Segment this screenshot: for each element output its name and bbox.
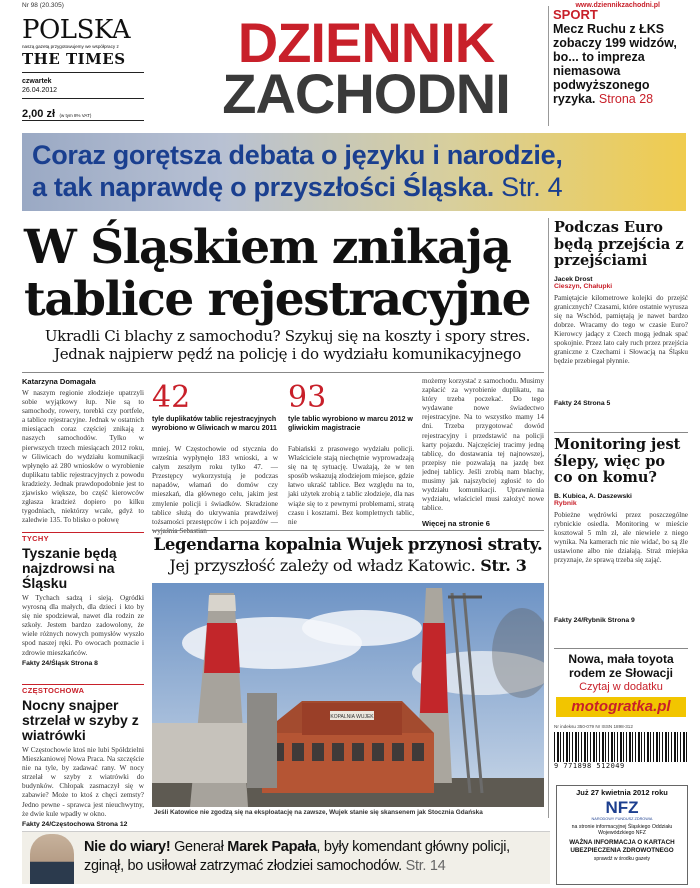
brief-text: W Częstochowie ktoś nie lubi Spółdzielni Mieszkaniowej Nowa Praca. Na szczęście nie na tyle, by zadawać rany. W nocy strzelał w szyby z wiatrówki do budynków. Chłopak zasmaczył się w zabawie? Może to ktoś z chęci zemsty? Jedno pewne - sprawca jest nieuchwytny, że dwie kule wpadły w okno. <box>22 746 144 818</box>
monitoring-text: Pobieżne wędrówki przez poszczególne rybnickie osiedla. Monitoring w mieście kosztował 5 mln zł, ale niewiele z niego wynika. Na kamerach nic nie widać, bo są źle ustawione albo nie działają. Straż miejska przyznaje, że sprawą trzeba się zająć. <box>554 510 688 564</box>
euro-text: Pamiętajcie kilometrowe kolejki do przejść granicznych? Czasami, które ostatnie wyrusza się na Wschód, pamiętają je nawet bardzo dobrze. Wracamy do tego w czasie Euro? Kierowcy jadący z Czech mogą jednak spać spokojnie. Przez lato cały ruch przez przejścia graniczne z Czechami i Słowacją na Śląsku będzie przebiegał płynnie. <box>554 293 688 366</box>
masthead-title-line2: ZACHODNI <box>222 62 510 125</box>
papala-lead: Nie do wiary! <box>84 839 171 855</box>
website-link[interactable]: www.dziennikzachodni.pl <box>575 2 660 9</box>
partner-name-times: THE TIMES <box>22 50 126 68</box>
brief-title: Tyszanie będą najzdrowsi na Śląsku <box>22 545 117 591</box>
nfz-logo-sub: NARODOWY FUNDUSZ ZDROWIA <box>591 817 653 821</box>
nfz-text2: WAŻNA INFORMACJA O KARTACH UBEZPIECZENIA ZDROWOTNEGO <box>569 839 675 854</box>
price: 2,00 zł <box>22 108 56 120</box>
monitoring-place: Rybnik <box>554 499 577 507</box>
brief-city: CZĘSTOCHOWA <box>22 684 144 695</box>
mine-photo-illustration <box>152 583 544 807</box>
wujek-ref: Str. 3 <box>480 556 527 575</box>
wujek-subhead: Jej przyszłość zależy od władz Katowic. <box>169 556 476 575</box>
barcode-number: 9 771898 512049 <box>554 762 625 770</box>
brief-ref: Fakty 24/Częstochowa Strona 12 <box>22 820 128 828</box>
wujek-headline-block[interactable] <box>152 535 544 576</box>
brief-czestochowa[interactable] <box>22 684 144 828</box>
brief-tychy[interactable] <box>22 532 144 667</box>
euro-ref: Fakty 24 Strona 5 <box>554 399 611 407</box>
lead-continue[interactable]: Więcej na stronie 6 <box>422 519 490 528</box>
lead-headline-line1: W Śląskiem znikają <box>24 220 511 275</box>
stat-93 <box>288 380 416 433</box>
sport-teaser[interactable] <box>553 8 693 106</box>
brief-title: Nocny snajper strzelał w szyby z wiatrówki <box>22 697 139 743</box>
toyota-teaser[interactable] <box>554 652 688 693</box>
partner-name-polska: POLSKA <box>22 15 131 45</box>
price-note: (w tym 8% VAT) <box>59 113 92 118</box>
brief-text: W Tychach sadzą i sieją. Ogródki wyrosną dla małych, dla dzieci i kto by się nie spodziewał, nawet dla rodzin ze szkoły. Jestem bardzo zadowolony, że wiele różnych nowych pomysłów wyszło spod naszej ręki. Po owocach poznacie i zdrowie mieszkańców. <box>22 594 144 657</box>
banner-ref: Str. 4 <box>501 172 563 202</box>
nfz-logo: NFZ <box>605 798 639 817</box>
papala-strip[interactable] <box>22 831 550 884</box>
lead-headline-line2: tablice rejestracyjne <box>24 272 531 327</box>
lead-headline[interactable] <box>24 222 544 326</box>
barcode-block <box>554 724 688 770</box>
sport-ref: Strona 28 <box>598 92 654 106</box>
nfz-ad[interactable] <box>556 785 688 885</box>
papala-ref: Str. 14 <box>405 858 446 874</box>
banner-line1: Coraz gorętsza debata o języku i narodzie, <box>32 140 563 170</box>
lead-author: Katarzyna Domagała <box>22 377 96 386</box>
sport-label: SPORT <box>553 7 598 22</box>
wujek-caption: Jeśli Katowice nie zgodzą się na eksploatację na zawsze, Wujek stanie się skansenem jak Stocznia Gdańska <box>154 809 483 816</box>
barcode-issn: Nr indeksu 350-079 Nr ISSN 1898-312 <box>554 724 633 729</box>
euro-title: Podczas Euro będą przejścia z przejściami <box>554 219 684 269</box>
lead-col1-text: W naszym regionie złodzieje upatrzyli sobie wyjątkowy łup. Nie są to samochody, rowery, torebki czy portfele, a tablice rejestracyjne. Jednak w ostatnich miesiącach coraz częściej znikają z naszych samochodów. Tylko w pierwszych trzech miesiącach 2012 roku, w Gliwicach do wydziału komunikacji wpłynęło aż 280 wniosków o wyrobienie duplikatu tablic rejestracyjnych z powodu kradzieży. Jednak prawdopodobnie jest to zjawisko większe, bo część kierowców zgłasza kradzież dopiero po kilku tygodniach, niektórzy wcale, gdyż to zaledwie 135. To blisko o połowę <box>22 389 144 525</box>
banner-line2: a tak naprawdę o przyszłości Śląska. <box>32 172 494 202</box>
stat1-text: tyle duplikatów tablic rejestracyjnych wyrobiono w Gliwicach w marcu 2011 <box>152 416 277 432</box>
euro-place: Cieszyn, Chałupki <box>554 282 613 290</box>
lead-deck-line2: Jednak najpierw pędź na policję i do wydziału komunikacyjnego <box>53 345 522 363</box>
stat2-number: 93 <box>288 380 327 415</box>
papala-text-a: Generał <box>170 839 228 855</box>
partner-logo-polska <box>22 15 150 68</box>
nfz-text3: sprawdź w środku gazety <box>593 855 651 862</box>
toyota-title: Nowa, mała toyota rodem ze Słowacji <box>568 652 674 680</box>
masthead-title <box>196 11 536 125</box>
stat1-number: 42 <box>152 380 191 415</box>
sport-text: Mecz Ruchu z ŁKS zobaczy 199 widzów, bo... to impreza niemasowa podwyższonego ryzyka. <box>553 22 677 106</box>
wujek-photo[interactable] <box>152 583 544 807</box>
papala-photo <box>30 834 74 884</box>
motogratka-logo[interactable]: motogratka.pl <box>556 697 686 717</box>
lead-deck-line1: Ukradli Ci blachy z samochodu? Szykuj się na koszty i spory stres. <box>44 327 531 345</box>
masthead-title-line1: DZIENNIK <box>237 11 495 74</box>
euro-author: Jacek Drost <box>554 275 593 283</box>
issue-date: 26.04.2012 <box>22 87 58 94</box>
toyota-sub: Czytaj w dodatku <box>579 681 663 693</box>
wujek-headline: Legendarna kopalnia Wujek przynosi straty. <box>153 535 543 554</box>
lead-col2-text: mniej. W Częstochowie od stycznia do września wypłynęło 183 wnioski, a w całym zeszłym roku tylko 47. — Przestępcy wykorzystują je podczas napadów, włamań do domów czy mieszkań, dla głównego celu, jakim jest zmylenie policji i świadków. Skradzione tablice służą do ukrywania prawdziwej tożsamości przestępców i ich pojazdów — <box>152 445 278 526</box>
issue-number: Nr 98 (20.305) <box>22 2 64 9</box>
phone-side-note <box>0 140 1 840</box>
lead-col4-text: możemy korzystać z samochodu. Musimy zapłacić za wyrobienie duplikatu, na który trzeba poczekać. Do tego wydawane nowe świadectwo rejestracyjne. Na to wszystko mamy 14 dni. Trzeba przygotować dowód rejestracyjny i przedstawić na policji karty pojazdu. Najczęściej tracimy jedną tablicę, do dostawania tej najnowszej, przepisy nie pozwalają na jazdę bez jednej tablicy. Jeśli zrobią nam blachy, musimy jak najszybciej zgłosić to do wydziału komunikacji. Uprawnienia wydziału, właściciel musi założyć nowe tablice. <box>422 377 544 513</box>
lead-deck <box>30 327 545 363</box>
monitoring-ref: Fakty 24/Rybnik Strona 9 <box>554 616 635 624</box>
papala-text-b: , były komendant główny policji, zginął, bo usiłował zatrzymać złodziei samochodów. <box>84 839 510 874</box>
mine-building-sign: KOPALNIA WUJEK <box>330 714 374 720</box>
partner-tagline: naszą gazetą przygotowujemy we współpracy z <box>22 44 119 49</box>
euro-story[interactable] <box>554 220 688 407</box>
nfz-text1: na stronie informacyjnej Śląskiego Oddziału Wojewódzkiego NFZ <box>571 824 673 837</box>
lead-col3-text: Fabiański z prasowego wydziału policji. Właściciele stają niechętnie wyprowadzają się na tę sytuację. Uważają, że w ten sposób wskazują złodziejom miejsce, gdzie łatwo ukraść tablice. Bez względu na to, jaki użytek zrobią z tablic złodzieje, dla nas wiąże się to z pewnymi problemami, stratą czasu i kosztami. Bez kompletnych tablic, nie <box>288 445 414 526</box>
monitoring-title: Monitoring jest ślepy, więc po co on komu? <box>554 436 681 486</box>
language-debate-banner[interactable] <box>22 133 686 211</box>
barcode-bars <box>554 732 688 762</box>
brief-ref: Fakty 24/Śląsk Strona 8 <box>22 659 98 667</box>
papala-name: Marek Papała <box>227 839 317 855</box>
brief-city: TYCHY <box>22 532 144 543</box>
monitoring-author: B. Kubica, A. Daszewski <box>554 492 632 500</box>
nfz-date: Już 27 kwietnia 2012 roku <box>576 788 668 797</box>
monitoring-story[interactable] <box>554 437 688 624</box>
stat-42 <box>152 380 280 433</box>
stat2-text: tyle tablic wyrobiono w marcu 2012 w gliwickim magistracie <box>288 416 413 432</box>
issue-day: czwartek <box>22 78 52 85</box>
